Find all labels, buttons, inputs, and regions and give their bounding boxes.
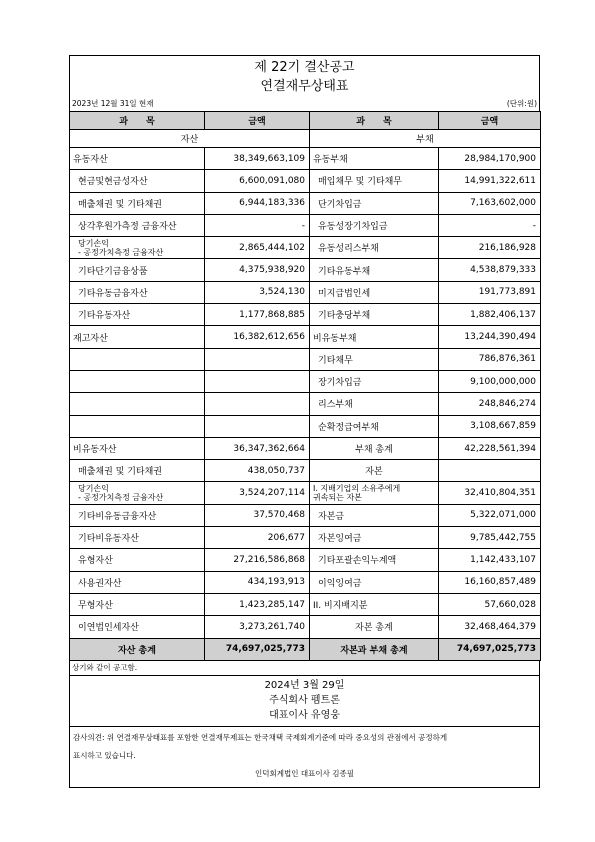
left-amount: 3,524,207,114 xyxy=(205,482,310,504)
total-liab-equity-value: 74,697,025,773 xyxy=(439,638,541,660)
total-assets-label: 자산 총계 xyxy=(70,638,205,660)
left-amount: 4,375,938,920 xyxy=(205,259,310,281)
right-item: 리스부채 xyxy=(310,393,439,415)
table-row xyxy=(70,393,541,415)
section-row xyxy=(70,130,541,148)
right-amount: 1,142,433,107 xyxy=(439,549,541,571)
right-amount: 14,991,322,611 xyxy=(439,170,541,192)
left-item: 현금및현금성자산 xyxy=(70,170,205,192)
left-item: 당기손익 - 공정가치측정 금융자산 xyxy=(70,482,205,504)
company-name: 주식회사 펨트론 xyxy=(269,694,340,706)
left-amount: 16,382,612,656 xyxy=(205,326,310,348)
table-row xyxy=(70,504,541,526)
left-item: 비유동자산 xyxy=(70,437,205,459)
left-item: 이연법인세자산 xyxy=(70,616,205,638)
right-amount: 786,876,361 xyxy=(439,348,541,370)
right-item: 이익잉여금 xyxy=(310,571,439,593)
col-header-left-amount: 금액 xyxy=(205,112,310,130)
left-item: 무형자산 xyxy=(70,593,205,615)
col-header-left-item: 과 목 xyxy=(70,112,205,130)
as-of-date: 2023년 12월 31일 현재 xyxy=(72,99,154,108)
right-amount: - xyxy=(439,214,541,236)
table-row xyxy=(70,148,541,170)
left-item: 매출채권 및 기타채권 xyxy=(70,192,205,214)
table-row xyxy=(70,482,541,504)
section-assets: 자산 xyxy=(70,130,310,148)
left-item: 재고자산 xyxy=(70,326,205,348)
ceo-name: 대표이사 유영웅 xyxy=(269,709,340,721)
balance-sheet-table xyxy=(69,111,541,661)
right-amount: 248,846,274 xyxy=(439,393,541,415)
totals-row xyxy=(70,638,541,660)
audit-opinion-line1: 감사의견: 위 연결재무상태표를 포함한 연결재무제표는 한국채택 국제회계기준에 따라 중요성의 관점에서 공정하게 xyxy=(73,732,448,742)
col-header-right-amount: 금액 xyxy=(439,112,541,130)
meta-row xyxy=(70,97,539,111)
auditor-name: 인덕회계법인 대표이사 김종필 xyxy=(255,768,354,778)
left-item: 기타비유동자산 xyxy=(70,527,205,549)
right-item: 자본금 xyxy=(310,504,439,526)
left-amount: - xyxy=(205,214,310,236)
right-amount: 1,882,406,137 xyxy=(439,304,541,326)
left-item xyxy=(70,393,205,415)
left-item: 사용권자산 xyxy=(70,571,205,593)
right-amount: 13,244,390,494 xyxy=(439,326,541,348)
section-liabilities: 부채 xyxy=(310,130,541,148)
right-item: 비유동부채 xyxy=(310,326,439,348)
left-item: 기타단기금융상품 xyxy=(70,259,205,281)
audit-opinion-block xyxy=(69,727,540,788)
table-row xyxy=(70,527,541,549)
left-item: 매출채권 및 기타채권 xyxy=(70,460,205,482)
left-amount: 2,865,444,102 xyxy=(205,237,310,259)
left-amount: 6,600,091,080 xyxy=(205,170,310,192)
signature-date: 2024년 3월 29일 xyxy=(264,679,345,691)
right-item: 부채 총계 xyxy=(310,437,439,459)
right-amount xyxy=(439,460,541,482)
table-row xyxy=(70,593,541,615)
table-row xyxy=(70,214,541,236)
right-item: II. 비지배지분 xyxy=(310,593,439,615)
left-amount: 38,349,663,109 xyxy=(205,148,310,170)
left-item: 상각후원가측정 금융자산 xyxy=(70,214,205,236)
right-item: 자본잉여금 xyxy=(310,527,439,549)
left-amount: 1,177,868,885 xyxy=(205,304,310,326)
right-item: 단기차입금 xyxy=(310,192,439,214)
left-item xyxy=(70,370,205,392)
table-row xyxy=(70,415,541,437)
left-amount: 37,570,468 xyxy=(205,504,310,526)
left-item: 기타비유동금융자산 xyxy=(70,504,205,526)
right-item: 순확정급여부채 xyxy=(310,415,439,437)
unit-label: (단위:원) xyxy=(506,99,537,108)
table-row xyxy=(70,170,541,192)
table-row xyxy=(70,326,541,348)
right-item: 장기차입금 xyxy=(310,370,439,392)
notice-note: 상기와 같이 공고함. xyxy=(69,661,540,676)
right-amount: 9,785,442,755 xyxy=(439,527,541,549)
right-amount: 4,538,879,333 xyxy=(439,259,541,281)
right-amount: 42,228,561,394 xyxy=(439,437,541,459)
right-item: I. 지배기업의 소유주에게 귀속되는 자본 xyxy=(310,482,439,504)
table-header-row xyxy=(70,112,541,130)
table-row xyxy=(70,192,541,214)
left-amount: 3,524,130 xyxy=(205,281,310,303)
right-amount: 16,160,857,489 xyxy=(439,571,541,593)
table-row xyxy=(70,370,541,392)
audit-opinion-line2: 표시하고 있습니다. xyxy=(73,750,136,760)
right-amount: 5,322,071,000 xyxy=(439,504,541,526)
left-amount: 1,423,285,147 xyxy=(205,593,310,615)
left-item: 당기손익 - 공정가치측정 금융자산 xyxy=(70,237,205,259)
right-item: 유동부채 xyxy=(310,148,439,170)
left-amount: 3,273,261,740 xyxy=(205,616,310,638)
right-amount: 216,186,928 xyxy=(439,237,541,259)
notice-header xyxy=(69,55,540,111)
right-item: 자본 xyxy=(310,460,439,482)
table-row xyxy=(70,616,541,638)
right-amount: 3,108,667,859 xyxy=(439,415,541,437)
right-item: 유동성장기차입금 xyxy=(310,214,439,236)
right-item: 자본 총계 xyxy=(310,616,439,638)
left-amount: 434,193,913 xyxy=(205,571,310,593)
right-item: 매입채무 및 기타채무 xyxy=(310,170,439,192)
left-item: 유동자산 xyxy=(70,148,205,170)
left-amount: 206,677 xyxy=(205,527,310,549)
left-amount xyxy=(205,393,310,415)
right-amount: 9,100,000,000 xyxy=(439,370,541,392)
left-amount xyxy=(205,348,310,370)
left-amount xyxy=(205,415,310,437)
total-liab-equity-label: 자본과 부채 총계 xyxy=(310,638,439,660)
right-amount: 32,468,464,379 xyxy=(439,616,541,638)
right-item: 기타유동부채 xyxy=(310,259,439,281)
table-row xyxy=(70,304,541,326)
total-assets-value: 74,697,025,773 xyxy=(205,638,310,660)
right-item: 미지급법인세 xyxy=(310,281,439,303)
table-row xyxy=(70,259,541,281)
left-amount: 27,216,586,868 xyxy=(205,549,310,571)
left-amount: 6,944,183,336 xyxy=(205,192,310,214)
right-item: 기타충당부채 xyxy=(310,304,439,326)
right-amount: 191,773,891 xyxy=(439,281,541,303)
signature-block xyxy=(69,676,540,727)
statement-title: 연결재무상태표 xyxy=(260,79,349,94)
left-item: 기타유동자산 xyxy=(70,304,205,326)
right-item: 기타포괄손익누계액 xyxy=(310,549,439,571)
table-row xyxy=(70,571,541,593)
left-amount xyxy=(205,370,310,392)
left-item xyxy=(70,415,205,437)
right-amount: 57,660,028 xyxy=(439,593,541,615)
table-row xyxy=(70,460,541,482)
table-row xyxy=(70,237,541,259)
table-row xyxy=(70,281,541,303)
left-item xyxy=(70,348,205,370)
left-item: 유형자산 xyxy=(70,549,205,571)
notice-title: 제 22기 결산공고 xyxy=(254,60,355,75)
right-amount: 32,410,804,351 xyxy=(439,482,541,504)
table-row xyxy=(70,437,541,459)
right-amount: 7,163,602,000 xyxy=(439,192,541,214)
right-amount: 28,984,170,900 xyxy=(439,148,541,170)
left-amount: 36,347,362,664 xyxy=(205,437,310,459)
table-row xyxy=(70,348,541,370)
left-item: 기타유동금융자산 xyxy=(70,281,205,303)
col-header-right-item: 과 목 xyxy=(310,112,439,130)
table-row xyxy=(70,549,541,571)
right-item: 유동성리스부채 xyxy=(310,237,439,259)
right-item: 기타채무 xyxy=(310,348,439,370)
financial-notice xyxy=(69,55,540,788)
left-amount: 438,050,737 xyxy=(205,460,310,482)
